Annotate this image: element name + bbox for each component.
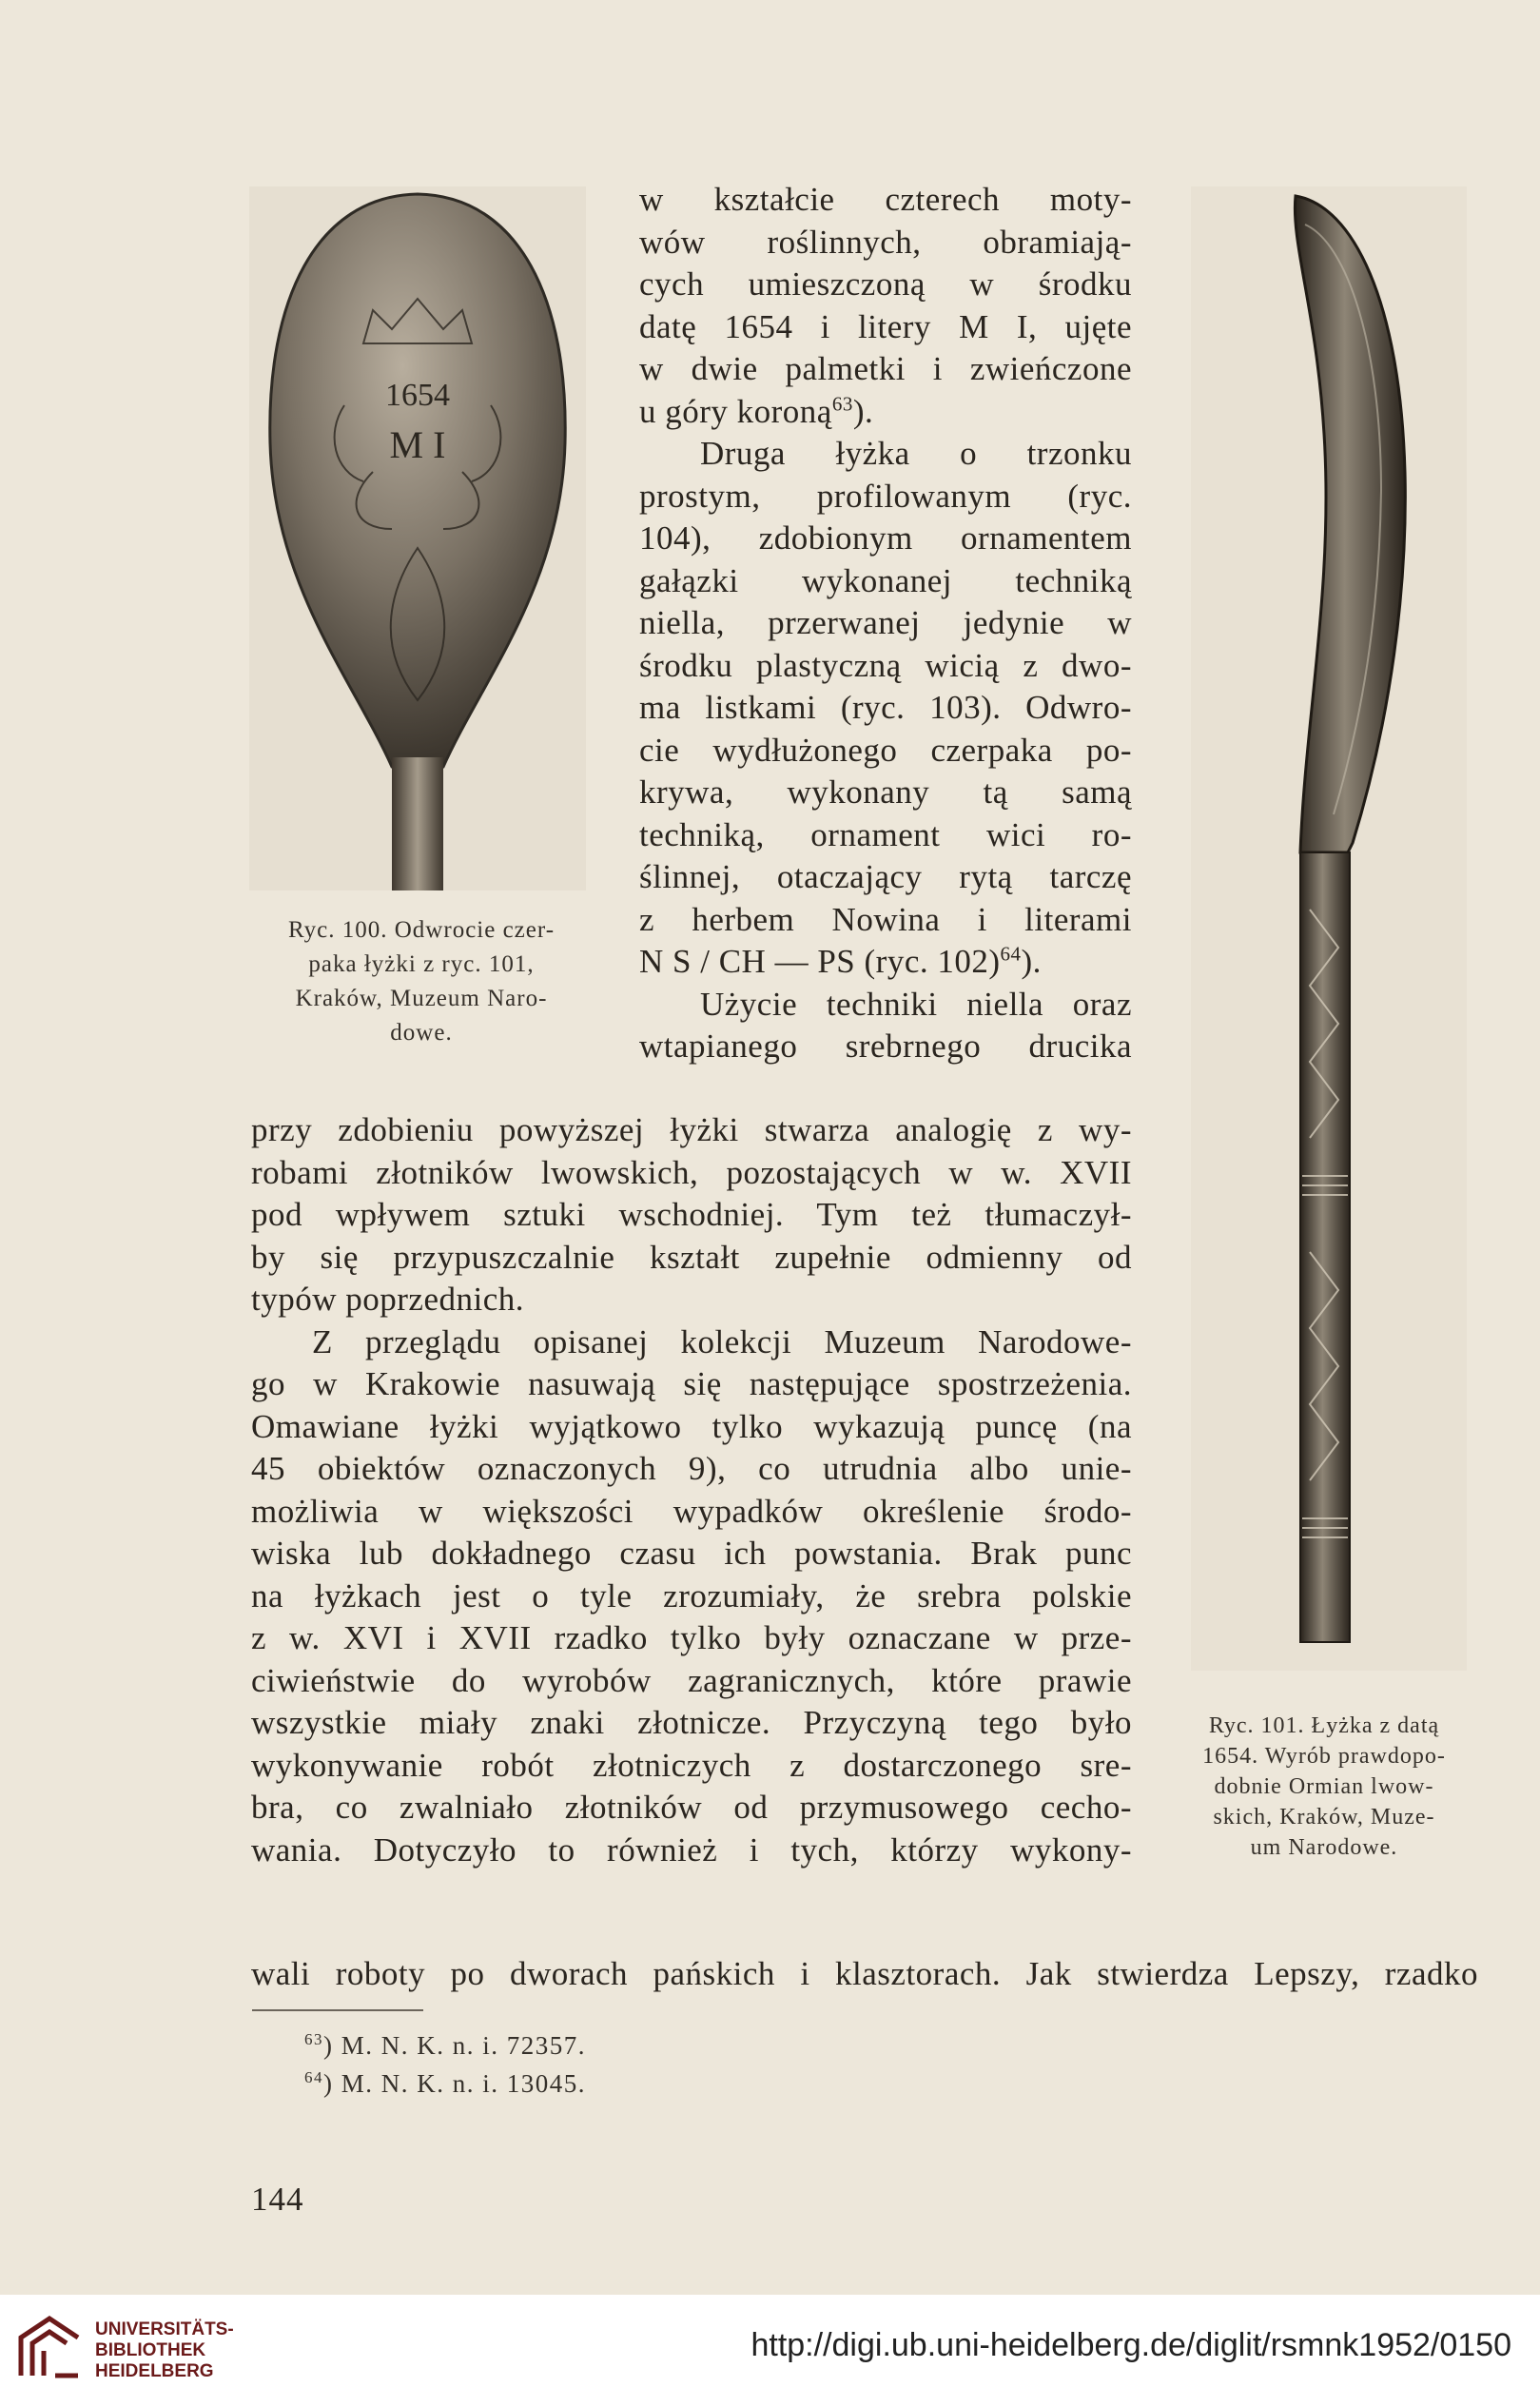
text-line: 45 obiektów oznaczonych 9), co utrudnia albo unie- (251, 1450, 1132, 1487)
text-line: techniką, ornament wici ro- (639, 815, 1132, 853)
text-line: bra, co zwalniało złotników od przymusowego cecho- (251, 1789, 1132, 1826)
footnote (304, 2026, 586, 2065)
text-line: by się przypuszczalnie kształt zupełnie odmienny od (251, 1238, 1132, 1276)
caption-line: um Narodowe. (1250, 1835, 1398, 1860)
footnote-mark: 63 (304, 2030, 323, 2048)
text-line: wów roślinnych, obramiają- (639, 223, 1132, 261)
text-line: niella, przerwanej jedynie w (639, 604, 1132, 641)
text-line: z w. XVI i XVII rzadko tylko były oznaczane w prze- (251, 1619, 1132, 1656)
engraving-date: 1654 (385, 378, 450, 413)
text-line: pod wpływem sztuki wschodniej. Tym też tłumaczył- (251, 1196, 1132, 1233)
text-line: z herbem Nowina i literami (639, 900, 1132, 938)
text-line: Druga łyżka o trzonku (700, 435, 1132, 472)
text-line: Z przeglądu opisanej kolekcji Muzeum Narodowe- (312, 1322, 1132, 1360)
footnote-ref: 63 (831, 391, 853, 415)
text-line (639, 941, 1132, 984)
text-line: prostym, profilowanym (ryc. (639, 477, 1132, 515)
text-line: środku plastyczną wicią z dwo- (639, 646, 1132, 684)
text-line: ciwieństwie do wyrobów zagranicznych, które prawie (251, 1661, 1132, 1699)
text-line: ślinnej, otaczający rytą tarczę (639, 858, 1132, 895)
footnote-text: ) M. N. K. n. i. 72357. (323, 2031, 586, 2060)
text-line: gałązki wykonanej techniką (639, 561, 1132, 599)
engraving-initials: M I (389, 423, 446, 466)
figure-100-spoon-bowl (249, 186, 586, 890)
text-fragment: ). (852, 392, 874, 430)
figure-100-caption (245, 913, 597, 1050)
body-text-narrow (639, 179, 1132, 1068)
text-line (639, 391, 1132, 434)
text-line: możliwia w większości wypadków określenie środo- (251, 1492, 1132, 1530)
text-line: 104), zdobionym ornamentem (639, 519, 1132, 557)
body-text-full (251, 1953, 1478, 1996)
text-line: ma listkami (ryc. 103). Odwro- (639, 689, 1132, 726)
text-line: cie wydłużonego czerpaka po- (639, 731, 1132, 769)
text-line: wtapianego srebrnego drucika (639, 1027, 1132, 1065)
text-line: wykonywanie robót złotniczych z dostarczonego sre- (251, 1746, 1132, 1784)
text-line: wania. Dotyczyło to również i tych, którzy wykony- (251, 1830, 1132, 1869)
logo-line: UNIVERSITÄTS- (95, 2319, 234, 2339)
text-line: wiska lub dokładnego czasu ich powstania. Brak punc (251, 1535, 1132, 1572)
footnote-ref: 64 (1000, 942, 1022, 966)
figure-101-caption (1162, 1711, 1486, 1863)
figure-101-spoon (1191, 186, 1467, 1671)
logo-line: HEIDELBERG (95, 2361, 214, 2381)
text-line: wszystkie miały znaki złotnicze. Przyczyną tego było (251, 1704, 1132, 1741)
caption-line: Kraków, Muzeum Naro- (295, 986, 548, 1011)
text-line: na łyżkach jest o tyle zrozumiały, że srebra polskie (251, 1576, 1132, 1614)
text-line: w kształcie czterech moty- (639, 181, 1132, 218)
text-line: Omawiane łyżki wyjątkowo tylko wykazują puncę (na (251, 1407, 1132, 1445)
library-logo-text[interactable] (95, 2319, 234, 2382)
text-line: go w Krakowie nasuwają się następujące spostrzeżenia. (251, 1365, 1132, 1402)
footnote (304, 2065, 586, 2103)
caption-line: dowe. (390, 1020, 453, 1046)
caption-line: 1654. Wyrób prawdopo- (1202, 1744, 1446, 1769)
footnote-text: ) M. N. K. n. i. 13045. (323, 2069, 586, 2098)
footnote-mark: 64 (304, 2068, 323, 2086)
caption-line: dobnie Ormian lwow- (1214, 1774, 1434, 1799)
text-fragment: ). (1021, 943, 1042, 980)
text-line: Użycie techniki niella oraz (700, 985, 1132, 1023)
library-logo-icon[interactable] (11, 2309, 88, 2385)
text-line: wali roboty po dworach pańskich i klasztorach. Jak stwierdza Lepszy, rzadko (251, 1955, 1478, 1992)
page-number: 144 (251, 2181, 304, 2218)
caption-line: skich, Kraków, Muze- (1213, 1805, 1435, 1830)
text-line: datę 1654 i litery M I, ujęte (639, 307, 1132, 345)
text-line: przy zdobieniu powyższej łyżki stwarza analogię z wy- (251, 1111, 1132, 1148)
text-line: cych umieszczoną w środku (639, 265, 1132, 303)
text-fragment: u góry koroną (639, 392, 832, 430)
body-text-wide (251, 1109, 1132, 1871)
permalink-url[interactable]: http://digi.ub.uni-heidelberg.de/diglit/rsmnk1952/0150 (751, 2327, 1511, 2363)
logo-line: BIBLIOTHEK (95, 2340, 206, 2360)
text-line: robami złotników lwowskich, pozostających w w. XVII (251, 1153, 1132, 1191)
footnote-rule (252, 2009, 423, 2011)
caption-line: paka łyżki z ryc. 101, (308, 951, 535, 977)
caption-line: Ryc. 101. Łyżka z datą (1208, 1713, 1440, 1738)
text-line: krywa, wykonany tą samą (639, 773, 1132, 811)
footnotes (304, 2026, 586, 2103)
caption-line: Ryc. 100. Odwrocie czer- (287, 917, 556, 943)
text-line: w dwie palmetki i zwieńczone (639, 350, 1132, 387)
text-fragment: N S / CH — PS (ryc. 102) (639, 943, 1001, 980)
text-line: typów poprzednich. (251, 1281, 524, 1318)
